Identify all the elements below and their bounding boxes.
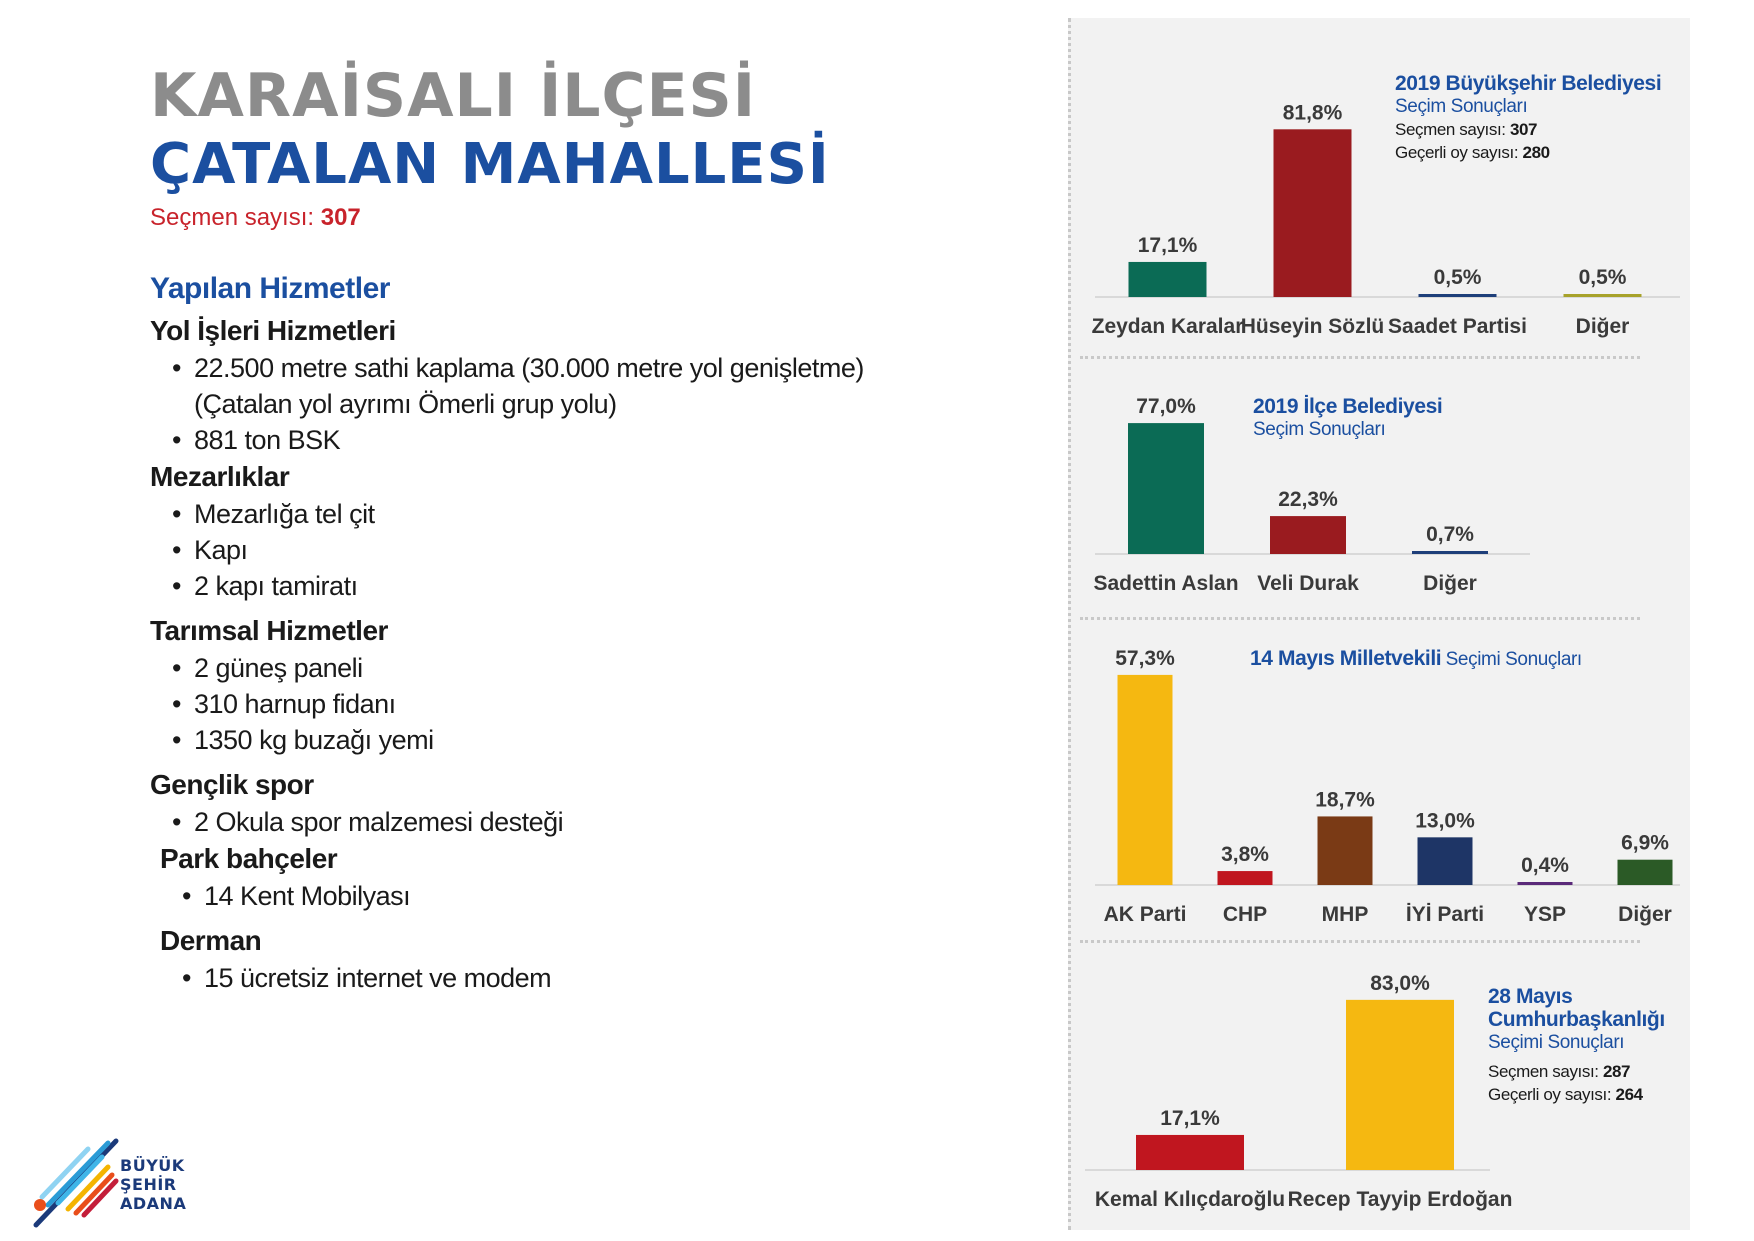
category-label: Diğer (1618, 903, 1672, 926)
bar-4 (1518, 882, 1573, 885)
list-item: • 22.500 metre sathi kaplama (30.000 metre yol genişletme) (150, 350, 1050, 386)
district-title: KARAİSALI İLÇESİ (150, 61, 757, 131)
bullet-icon: • (172, 499, 181, 529)
section-heading-derman: Derman (160, 925, 262, 956)
left-column (150, 60, 1050, 996)
category-label: MHP (1321, 903, 1369, 926)
chart-subtitle: Seçimi Sonuçları (1488, 1032, 1625, 1053)
chart-14-may-parliament (1095, 635, 1685, 935)
chart-subtitle: Seçim Sonuçları (1395, 96, 1528, 117)
chart-title: 2019 Büyükşehir Belediyesi (1395, 72, 1662, 95)
chart-title: 14 Mayıs Milletvekili (1250, 647, 1442, 670)
bar-0 (1136, 1135, 1244, 1170)
list-item: • 2 kapı tamiratı (150, 568, 1050, 604)
category-label: Veli Durak (1257, 572, 1359, 595)
data-label: 3,8% (1221, 843, 1269, 867)
data-label: 0,4% (1521, 854, 1569, 877)
category-label: İYİ Parti (1405, 903, 1485, 926)
category-label: YSP (1523, 903, 1567, 926)
list-item: • 2 Okula spor malzemesi desteği (150, 804, 1050, 840)
section-heading-youth-sports: Gençlik spor (150, 769, 314, 800)
category-label: Saadet Partisi (1388, 315, 1527, 338)
data-label: 77,0% (1136, 395, 1196, 419)
bullet-icon: • (182, 963, 191, 993)
chart-28-may-presidential (1085, 955, 1513, 1230)
category-label: Recep Tayyip Erdoğan (1287, 1188, 1513, 1211)
bar-0 (1129, 262, 1207, 297)
section-list-youth-sports (150, 804, 1050, 840)
list-item: • Mezarlığa tel çit (150, 496, 1050, 532)
bullet-icon: • (172, 353, 181, 383)
chart-title: 28 Mayıs Cumhurbaşkanlığı (1488, 985, 1665, 1031)
data-label: 22,3% (1278, 488, 1338, 512)
list-item: • 881 ton BSK (150, 422, 1050, 458)
section-list-parks (160, 878, 1050, 914)
neighborhood-title: ÇATALAN MAHALLESİ (150, 132, 830, 197)
data-label: 81,8% (1282, 101, 1343, 125)
section-heading-agriculture: Tarımsal Hizmetler (150, 615, 388, 646)
section-list-cemeteries (150, 496, 1050, 604)
data-label: 57,3% (1115, 646, 1175, 670)
category-label: AK Parti (1103, 903, 1187, 926)
section-heading-parks: Park bahçeler (160, 843, 338, 874)
section-heading-roads: Yol İşleri Hizmetleri (150, 315, 396, 346)
legend-2019-metropolitan (1395, 72, 1661, 164)
legend-14-may-parliament (1250, 647, 1582, 671)
category-label: Zeydan Karalar (1091, 315, 1244, 338)
section-heading-cemeteries: Mezarlıklar (150, 461, 290, 492)
services-title: Yapılan Hizmetler (150, 272, 390, 305)
category-label: CHP (1222, 903, 1268, 926)
data-label: 83,0% (1370, 971, 1430, 995)
bullet-icon: • (172, 725, 181, 755)
bullet-icon: • (182, 881, 191, 911)
data-label: 17,1% (1160, 1106, 1220, 1130)
category-label: Kemal Kılıçdaroğlu (1094, 1188, 1286, 1211)
bar-1 (1346, 1000, 1454, 1170)
services-list (150, 312, 1050, 996)
bar-3 (1564, 294, 1642, 297)
bar-3 (1418, 837, 1473, 885)
bullet-icon: • (172, 425, 181, 455)
category-label: Diğer (1575, 315, 1630, 338)
bar-2 (1419, 294, 1497, 297)
data-label: 18,7% (1315, 788, 1375, 812)
bullet-icon: • (172, 571, 181, 601)
chart-stat: Seçmen sayısı: 307 (1395, 120, 1538, 139)
divider (1080, 617, 1640, 620)
voter-count (150, 204, 1050, 232)
list-item: • 14 Kent Mobilyası (160, 878, 1050, 914)
voter-count-label: Seçmen sayısı: (150, 204, 315, 231)
divider (1080, 356, 1640, 359)
bar-1 (1270, 516, 1346, 554)
bullet-icon: • (172, 653, 181, 683)
data-label: 13,0% (1415, 809, 1475, 833)
section-list-derman (160, 960, 1050, 996)
bar-1 (1274, 129, 1352, 297)
category-label: Hüseyin Sözlü (1240, 315, 1385, 338)
bar-2 (1412, 551, 1488, 554)
category-label: Diğer (1423, 572, 1477, 595)
chart-subtitle: Seçimi Sonuçları (1445, 649, 1582, 670)
data-label: 0,5% (1433, 266, 1482, 289)
legend-2019-district (1253, 395, 1442, 441)
list-item: • 2 güneş paneli (150, 650, 1050, 686)
bar-0 (1118, 675, 1173, 885)
list-item: • 310 harnup fidanı (150, 686, 1050, 722)
chart-stat: Geçerli oy sayısı: 264 (1488, 1085, 1643, 1104)
bullet-icon: • (172, 807, 181, 837)
chart-title: 2019 İlçe Belediyesi (1253, 395, 1443, 418)
bullet-icon: • (172, 535, 181, 565)
bullet-icon: • (172, 689, 181, 719)
voter-count-value: 307 (320, 204, 361, 231)
list-item: • 15 ücretsiz internet ve modem (160, 960, 1050, 996)
logo-text: BÜYÜK ŞEHİR ADANA (120, 1156, 187, 1213)
bar-5 (1618, 860, 1673, 885)
list-item: • 1350 kg buzağı yemi (150, 722, 1050, 758)
chart-stat: Seçmen sayısı: 287 (1488, 1062, 1631, 1081)
chart-stat: Geçerli oy sayısı: 280 (1395, 143, 1550, 162)
legend-28-may-presidential (1488, 985, 1754, 1106)
data-label: 0,5% (1578, 266, 1627, 289)
bar-0 (1128, 423, 1204, 554)
list-item: • Kapı (150, 532, 1050, 568)
data-label: 17,1% (1137, 233, 1198, 257)
divider (1080, 940, 1640, 943)
data-label: 0,7% (1426, 523, 1474, 546)
bar-1 (1218, 871, 1273, 885)
section-list-roads (150, 350, 1050, 458)
bar-2 (1318, 816, 1373, 885)
chart-subtitle: Seçim Sonuçları (1253, 419, 1386, 440)
section-list-agriculture (150, 650, 1050, 758)
category-label: Sadettin Aslan (1093, 572, 1239, 595)
list-item: (Çatalan yol ayrımı Ömerli grup yolu) (194, 389, 617, 419)
data-label: 6,9% (1621, 831, 1669, 855)
